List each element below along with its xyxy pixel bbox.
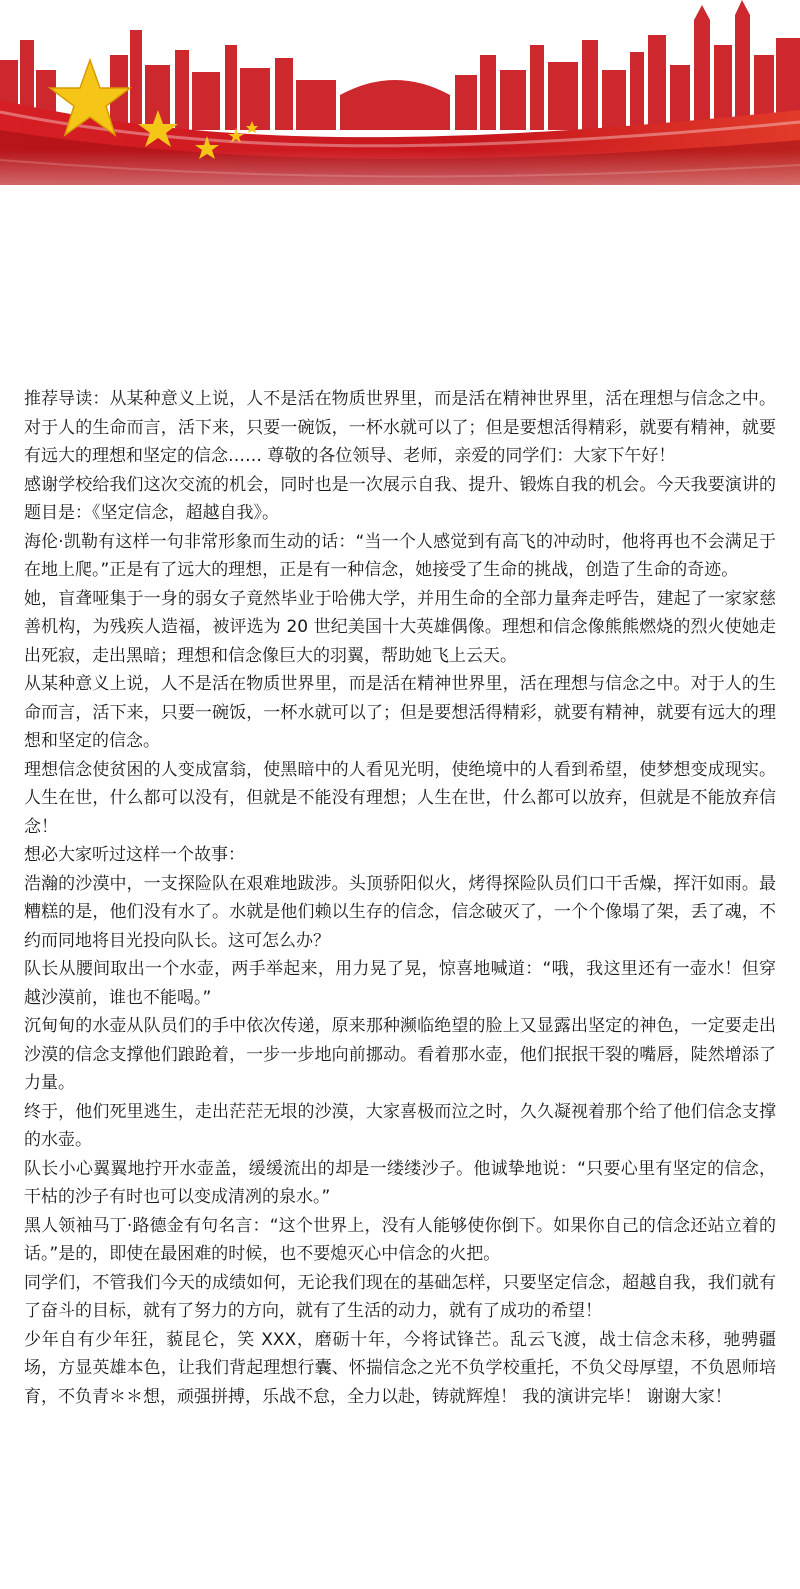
- article-paragraph: 队长从腰间取出一个水壶，两手举起来，用力晃了晃，惊喜地喊道：“哦，我这里还有一壶水！但穿越沙漠前，谁也不能喝。”: [24, 959, 776, 1008]
- article-paragraph: 理想信念使贫困的人变成富翁，使黑暗中的人看见光明，使绝境中的人看到希望，使梦想变成现实。人生在世，什么都可以没有，但就是不能没有理想；人生在世，什么都可以放弃，但就是不能放弃信念！: [24, 759, 776, 837]
- article-paragraph: 想必大家听过这样一个故事：: [24, 845, 245, 865]
- header-banner: [0, 0, 800, 185]
- article-paragraph: 她，盲聋哑集于一身的弱女子竟然毕业于哈佛大学，并用生命的全部力量奔走呼告，建起了一家家慈善机构，为残疾人造福，被评选为 20 世纪美国十大英雄偶像。理想和信念像熊熊燃烧的烈火使她走出死寂，走出黑暗；理想和信念像巨大的羽翼，帮助她飞上云天。: [24, 588, 776, 666]
- city-skyline: [0, 0, 800, 130]
- article-paragraph: 从某种意义上说，人不是活在物质世界里，而是活在精神世界里，活在理想与信念之中。对于人的生命而言，活下来，只要一碗饭，一杯水就可以了；但是要想活得精彩，就要有精神，就要有远大的理想和坚定的信念。: [24, 674, 776, 751]
- article-paragraph: 黑人领袖马丁·路德金有句名言：“这个世界上，没有人能够使你倒下。如果你自己的信念还站立着的话。”是的，即使在最困难的时候，也不要熄灭心中信念的火把。: [24, 1215, 776, 1264]
- article-paragraph: 队长小心翼翼地拧开水壶盖，缓缓流出的却是一缕缕沙子。他诚挚地说：“只要心里有坚定的信念，干枯的沙子有时也可以变成清冽的泉水。”: [24, 1158, 776, 1207]
- article-paragraph: 推荐导读：从某种意义上说，人不是活在物质世界里，而是活在精神世界里，活在理想与信念之中。对于人的生命而言，活下来，只要一碗饭，一杯水就可以了；但是要想活得精彩，就要有精神，就要有远大的理想和坚定的信念…… 尊敬的各位领导、老师，亲爱的同学们：大家下午好！: [24, 389, 776, 466]
- article-paragraph: 同学们，不管我们今天的成绩如何，无论我们现在的基础怎样，只要坚定信念，超越自我，我们就有了奋斗的目标，就有了努力的方向，就有了生活的动力，就有了成功的希望！: [24, 1272, 776, 1321]
- article-paragraph: 少年自有少年狂，藐昆仑，笑 XXX，磨砺十年，今将试锋芒。乱云飞渡，战士信念未移，驰骋疆场，方显英雄本色，让我们背起理想行囊、怀揣信念之光不负学校重托，不负父母厚望，不负恩师培育，不负青＊＊想，顽强拼搏，乐战不怠，全力以赴，铸就辉煌！ 我的演讲完毕！ 谢谢大家！: [24, 1329, 776, 1407]
- article-paragraph: 浩瀚的沙漠中，一支探险队在艰难地跋涉。头顶骄阳似火，烤得探险队员们口干舌燥，挥汗如雨。最糟糕的是，他们没有水了。水就是他们赖以生存的信念，信念破灭了，一个个像塌了架，丢了魂，不约而同地将目光投向队长。这可怎么办？: [24, 873, 776, 951]
- article-paragraph: 沉甸甸的水壶从队员们的手中依次传递，原来那种濒临绝望的脸上又显露出坚定的神色，一定要走出沙漠的信念支撑他们踉跄着，一步一步地向前挪动。看着那水壶，他们抿抿干裂的嘴唇，陡然增添了力量。: [24, 1016, 776, 1093]
- article-paragraph: 终于，他们死里逃生，走出茫茫无垠的沙漠，大家喜极而泣之时，久久凝视着那个给了他们信念支撑的水壶。: [24, 1101, 776, 1150]
- speech-article: [24, 385, 776, 1411]
- article-paragraph: 海伦·凯勒有这样一句非常形象而生动的话：“当一个人感觉到有高飞的冲动时，他将再也不会满足于在地上爬。”正是有了远大的理想，正是有一种信念，她接受了生命的挑战，创造了生命的奇迹。: [24, 531, 776, 580]
- banner-graphic: [0, 0, 800, 185]
- article-paragraph: 感谢学校给我们这次交流的机会，同时也是一次展示自我、提升、锻炼自我的机会。今天我要演讲的题目是：《坚定信念，超越自我》。: [24, 474, 776, 523]
